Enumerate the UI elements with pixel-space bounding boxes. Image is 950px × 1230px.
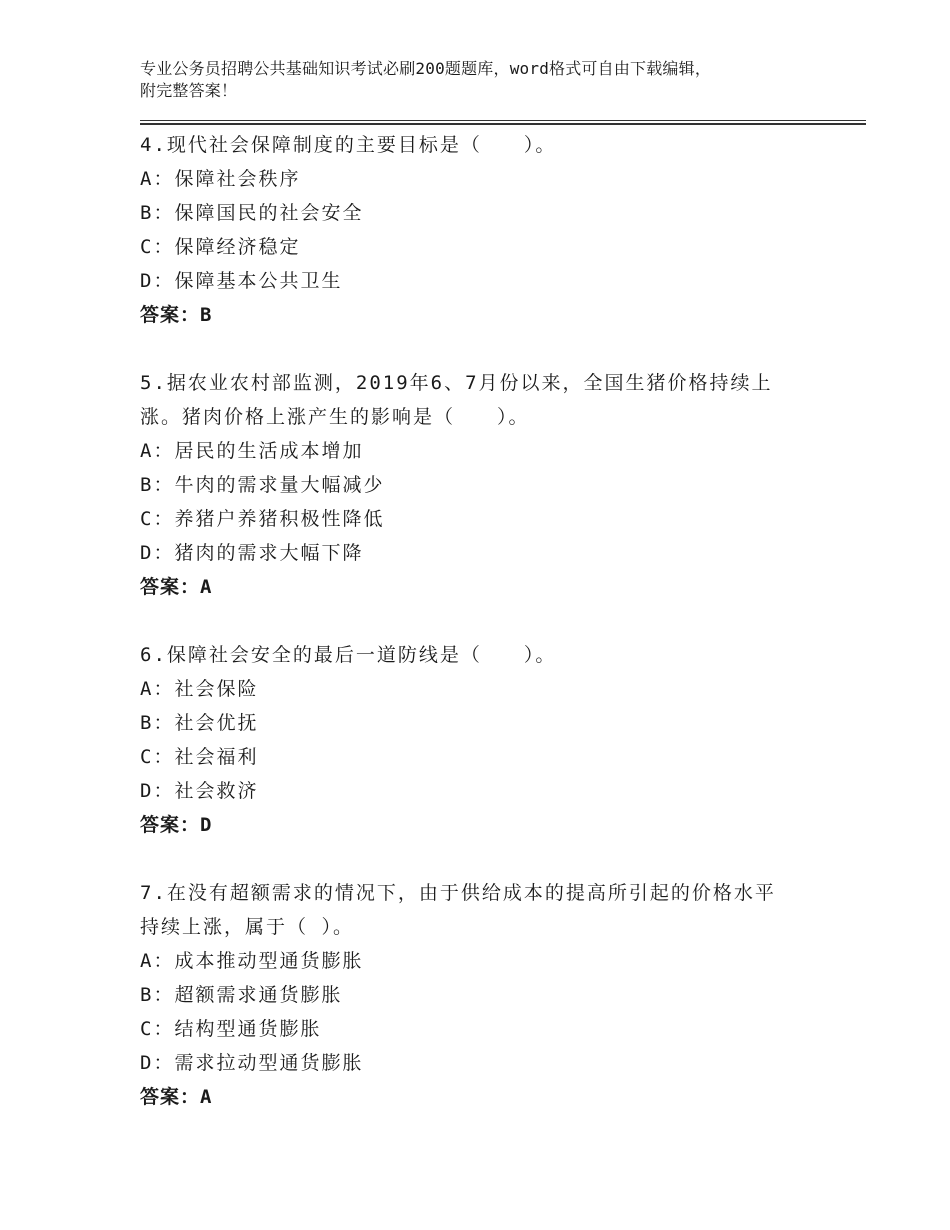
option-c: C：社会福利 xyxy=(140,746,259,768)
option-b: B：超额需求通货膨胀 xyxy=(140,984,343,1006)
answer-line: 答案：B xyxy=(140,304,213,326)
document-header xyxy=(140,58,820,102)
question-spacer xyxy=(140,842,840,876)
option-a: A：保障社会秩序 xyxy=(140,168,301,190)
option-a: A：居民的生活成本增加 xyxy=(140,440,364,462)
option-b: B：牛肉的需求量大幅减少 xyxy=(140,474,385,496)
question-stem-line-1: 7.在没有超额需求的情况下，由于供给成本的提高所引起的价格水平 xyxy=(140,882,776,904)
question-7 xyxy=(140,876,840,1114)
question-spacer xyxy=(140,332,840,366)
question-stem: 4.现代社会保障制度的主要目标是（ ）。 xyxy=(140,134,557,156)
option-b: B：保障国民的社会安全 xyxy=(140,202,364,224)
answer-line: 答案：D xyxy=(140,814,213,836)
question-stem-line-1: 5.据农业农村部监测，2019年6、7月份以来，全国生猪价格持续上 xyxy=(140,372,773,394)
question-4 xyxy=(140,128,840,332)
question-stem: 6.保障社会安全的最后一道防线是（ ）。 xyxy=(140,644,557,666)
question-list xyxy=(140,128,840,1114)
option-c: C：养猪户养猪积极性降低 xyxy=(140,508,385,530)
option-d: D：需求拉动型通货膨胀 xyxy=(140,1052,364,1074)
question-5 xyxy=(140,366,840,604)
option-a: A：社会保险 xyxy=(140,678,259,700)
option-b: B：社会优抚 xyxy=(140,712,259,734)
header-title-line-1: 专业公务员招聘公共基础知识考试必刷200题题库，word格式可自由下载编辑， xyxy=(140,59,712,78)
question-stem-line-2: 涨。猪肉价格上涨产生的影响是（ ）。 xyxy=(140,406,530,428)
option-c: C：保障经济稳定 xyxy=(140,236,301,258)
header-title-line-2: 附完整答案！ xyxy=(140,81,238,100)
answer-line: 答案：A xyxy=(140,576,213,598)
header-divider-thin xyxy=(140,120,866,121)
option-d: D：猪肉的需求大幅下降 xyxy=(140,542,364,564)
option-d: D：社会救济 xyxy=(140,780,259,802)
question-stem-line-2: 持续上涨，属于（ ）。 xyxy=(140,916,354,938)
question-spacer xyxy=(140,604,840,638)
option-d: D：保障基本公共卫生 xyxy=(140,270,343,292)
question-6 xyxy=(140,638,840,842)
answer-line: 答案：A xyxy=(140,1086,213,1108)
option-a: A：成本推动型通货膨胀 xyxy=(140,950,364,972)
option-c: C：结构型通货膨胀 xyxy=(140,1018,322,1040)
header-divider-thick xyxy=(140,123,866,125)
